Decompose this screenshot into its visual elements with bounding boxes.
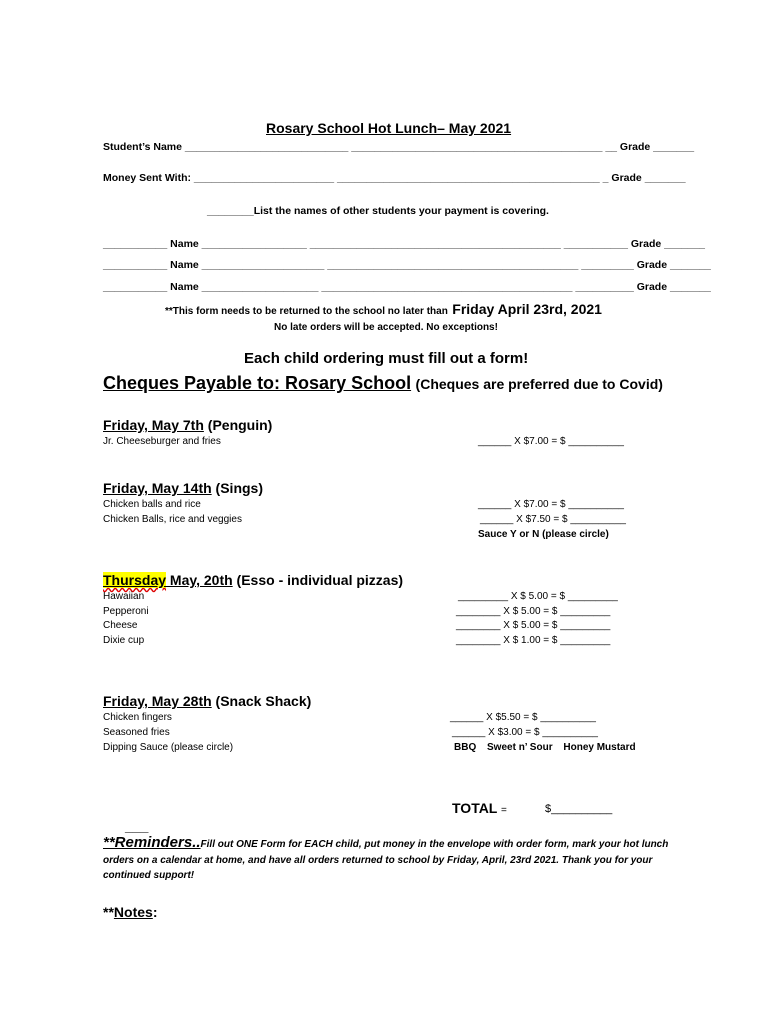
item-price-line: ______ X $3.00 = $ __________ <box>452 727 598 738</box>
reminders-label: **Reminders.. <box>103 834 201 851</box>
section-day: Friday, May 7th <box>103 417 204 433</box>
section-vendor: (Esso - individual pizzas) <box>232 572 404 588</box>
menu-item: Chicken fingers <box>103 712 172 723</box>
deadline-line <box>165 301 602 319</box>
section-vendor: (Penguin) <box>203 417 273 433</box>
section-day-highlighted <box>103 572 166 588</box>
item-price-line: ________ X $ 5.00 = $ _________ <box>456 606 611 617</box>
section-vendor: (Snack Shack) <box>211 693 312 709</box>
menu-item: Pepperoni <box>103 606 149 617</box>
notes-label: Notes <box>113 904 153 920</box>
name-row-3: ___________ Name ____________________ ___________________________________________ __________ Grade _______ <box>103 281 711 293</box>
item-price-line: _________ X $ 5.00 = $ _________ <box>458 591 618 602</box>
item-price-line: ______ X $7.00 = $ __________ <box>478 499 624 510</box>
section-sings-heading <box>103 480 263 496</box>
menu-item: Dixie cup <box>103 635 145 646</box>
each-child-notice: Each child ordering must fill out a form! <box>244 350 529 367</box>
sauce-option: Honey Mustard <box>563 742 636 753</box>
notes-heading <box>103 904 157 920</box>
cheques-payable: Cheques Payable to: Rosary School <box>103 373 412 393</box>
section-snack-shack-heading <box>103 693 311 709</box>
sauce-option: BBQ <box>454 742 477 753</box>
cheques-note: (Cheques are preferred due to Covid) <box>415 376 663 392</box>
student-name-field: Student’s Name ____________________________ ___________________________________________ __ Grade _______ <box>103 141 695 153</box>
section-day: Friday, May 28th <box>103 693 212 709</box>
menu-item: Hawaiian <box>103 591 145 602</box>
menu-item: Chicken Balls, rice and veggies <box>103 514 242 525</box>
reminders-line-1 <box>103 834 668 852</box>
deadline-note: No late orders will be accepted. No exceptions! <box>274 322 498 333</box>
section-esso-heading <box>103 572 403 588</box>
total-label <box>452 800 507 816</box>
reminders-line-3: continued support! <box>103 870 195 881</box>
section-vendor: (Sings) <box>211 480 264 496</box>
total-value: $__________ <box>545 803 613 815</box>
menu-item: Seasoned fries <box>103 727 170 738</box>
list-names-instruction: ________List the names of other students your payment is covering. <box>207 205 549 217</box>
section-penguin-heading <box>103 417 272 433</box>
menu-item: Jr. Cheeseburger and fries <box>103 436 221 447</box>
cheques-line <box>103 373 663 394</box>
deadline-date: Friday April 23rd, 2021 <box>452 301 602 317</box>
notes-prefix: ** <box>103 904 114 920</box>
section-date: May, 20th <box>166 572 233 588</box>
money-sent-field: Money Sent With: ________________________ _____________________________________________ _ Grade _______ <box>103 172 686 184</box>
total-text: TOTAL <box>452 800 498 816</box>
thursday-word: Thursday <box>103 572 167 588</box>
sauce-option: Sweet n’ Sour <box>487 742 553 753</box>
sauce-option: Sauce Y or N (please circle) <box>478 529 609 540</box>
name-row-1: ___________ Name __________________ ___________________________________________ ___________ Grade _______ <box>103 238 706 250</box>
menu-item: Chicken balls and rice <box>103 499 201 510</box>
item-price-line: ________ X $ 5.00 = $ _________ <box>456 620 611 631</box>
menu-item: Cheese <box>103 620 138 631</box>
reminders-text: Fill out ONE Form for EACH child, put money in the envelope with order form, mark your hot lunch <box>200 839 669 850</box>
reminders-line-2: orders on a calendar at home, and have all orders returned to school by Friday, April, 23rd 2021. Thank you for your <box>103 855 653 866</box>
menu-item: Dipping Sauce (please circle) <box>103 742 234 753</box>
page-title: Rosary School Hot Lunch– May 2021 <box>266 120 512 136</box>
notes-suffix: : <box>152 904 158 920</box>
section-day: Friday, May 14th <box>103 480 212 496</box>
item-price-line: ______ X $7.00 = $ __________ <box>478 436 624 447</box>
item-price-line: ______ X $7.50 = $ __________ <box>480 514 626 525</box>
reminders-dash: ___ <box>125 818 149 834</box>
dipping-sauce-options <box>454 742 636 753</box>
deadline-prefix: **This form needs to be returned to the school no later than <box>165 306 448 317</box>
item-price-line: ______ X $5.50 = $ __________ <box>450 712 596 723</box>
item-price-line: ________ X $ 1.00 = $ _________ <box>456 635 611 646</box>
name-row-2: ___________ Name _____________________ ___________________________________________ _________ Grade _______ <box>103 259 711 271</box>
total-equals: = <box>501 805 507 816</box>
